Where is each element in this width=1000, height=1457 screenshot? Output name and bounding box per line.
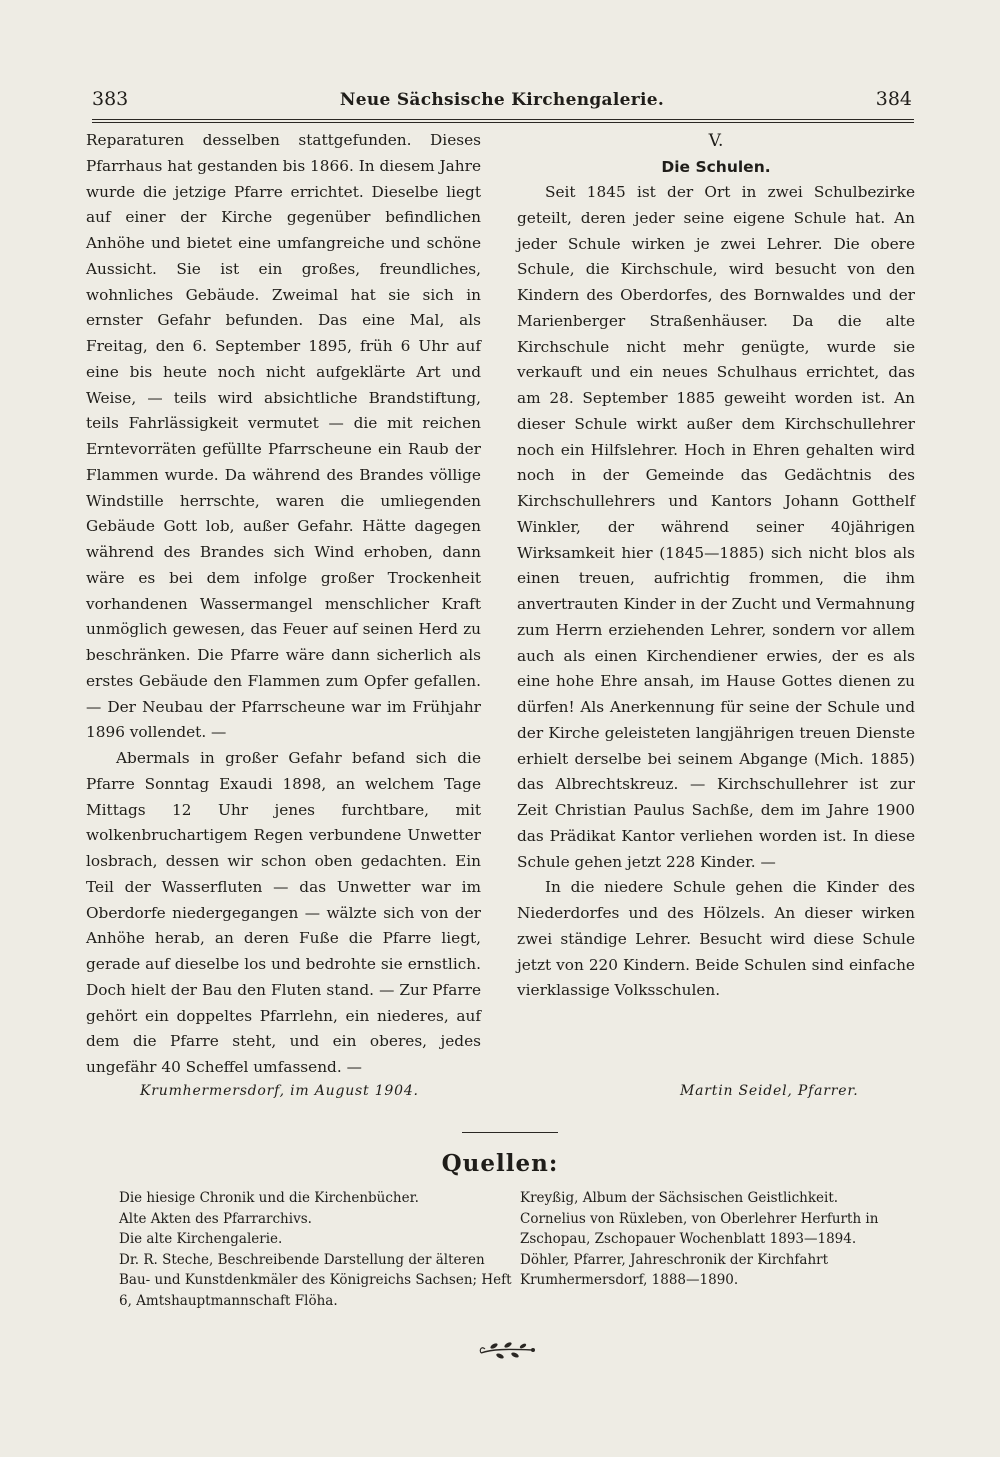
source-item: Döhler, Pfarrer, Jahreschronik der Kirchfahrt Krumhermersdorf, 1888—1890. bbox=[520, 1251, 829, 1288]
page-number-right: 384 bbox=[875, 88, 912, 110]
place-date-signature: Krumhermersdorf, im August 1904. bbox=[140, 1083, 419, 1099]
right-column bbox=[517, 128, 915, 1004]
source-item: Die hiesige Chronik und die Kirchenbücher. bbox=[119, 1190, 419, 1206]
header-rule-thin bbox=[92, 122, 914, 123]
author-signature: Martin Seidel, Pfarrer. bbox=[680, 1083, 859, 1099]
page-number-left: 383 bbox=[92, 88, 129, 110]
sources-list-left bbox=[119, 1188, 519, 1311]
sources-title: Quellen: bbox=[441, 1150, 559, 1177]
left-column bbox=[86, 128, 481, 1081]
source-item: Cornelius von Rüxleben, von Oberlehrer Herfurth in Zschopau, Zschopauer Wochenblatt 1893—1894. bbox=[520, 1210, 879, 1247]
source-item: Dr. R. Steche, Beschreibende Darstellung der älteren Bau- und Kunstdenkmäler des Königreichs Sachsen; Heft 6, Amtshauptmannschaft Flöha. bbox=[119, 1251, 512, 1309]
section-title: Die Schulen. bbox=[661, 158, 771, 176]
header-rule bbox=[92, 119, 914, 120]
source-item: Kreyßig, Album der Sächsischen Geistlichkeit. bbox=[520, 1190, 839, 1206]
sources-rule bbox=[462, 1132, 558, 1133]
right-paragraph-1: Seit 1845 ist der Ort in zwei Schulbezirke geteilt, deren jeder seine eigene Schule hat. An jeder Schule wirken je zwei Lehrer. Die obere Schule, die Kirchschule, wird besucht von den Kindern des Oberdorfes, des Bornwaldes und der Marienberger Straßenhäuser. Da die alte Kirchschule nicht mehr genügte, wurde sie verkauft und ein neues Schulhaus errichtet, das am 28. September 1885 geweiht worden ist. An dieser Schule wirkt außer dem Kirchschullehrer noch ein Hilfslehrer. Hoch in Ehren gehalten wird noch in der Gemeinde das Gedächtnis des Kirchschullehrers und Kantors Johann Gotthelf Winkler, der während seiner 40jährigen Wirksamkeit hier (1845—1885) sich nicht blos als einen treuen, aufrichtig frommen, die ihm anvertrauten Kinder in der Zucht und Vermahnung zum Herrn erziehenden Lehrer, sondern vor allem auch als einen Kirchendiener erwies, der es als eine hohe Ehre ansah, im Hause Gottes dienen zu dürfen! Als Anerkennung für seine der Schule und der Kirche geleisteten langjährigen treuen Dienste erhielt derselbe bei seinem Abgange (Mich. 1885) das Albrechtskreuz. — Kirchschullehrer ist zur Zeit Christian Paulus Sachße, dem im Jahre 1900 das Prädikat Kantor verliehen worden ist. In diese Schule gehen jetzt 228 Kinder. — bbox=[517, 183, 915, 871]
right-paragraph-2: In die niedere Schule gehen die Kinder des Niederdorfes und des Hölzels. An dieser wirken zwei ständige Lehrer. Besucht wird diese Schule jetzt von 220 Kindern. Beide Schulen sind einfache vierklassige Volksschulen. bbox=[517, 878, 915, 1000]
page-header bbox=[92, 88, 912, 118]
source-item: Alte Akten des Pfarrarchivs. bbox=[119, 1210, 312, 1227]
running-title: Neue Sächsische Kirchengalerie. bbox=[339, 90, 665, 110]
source-item: Die alte Kirchengalerie. bbox=[119, 1231, 283, 1247]
section-number: V. bbox=[708, 131, 724, 151]
ornament-sprig-icon bbox=[478, 1337, 536, 1367]
sources-list-right bbox=[520, 1188, 920, 1291]
left-paragraph-2: Abermals in großer Gefahr befand sich die Pfarre Sonntag Exaudi 1898, an welchem Tage Mittags 12 Uhr jenes furchtbare, mit wolkenbruchartigem Regen verbundene Unwetter losbrach, dessen wir schon oben gedachten. Ein Teil der Wasserfluten — das Unwetter war im Oberdorfe niedergegangen — wälzte sich von der Anhöhe herab, an deren Fuße die Pfarre liegt, gerade auf dieselbe los und bedrohte sie ernstlich. Doch hielt der Bau den Fluten stand. — Zur Pfarre gehört ein doppeltes Pfarrlehn, ein niederes, auf dem die Pfarre steht, und ein oberes, jedes ungefähr 40 Scheffel umfassend. — bbox=[86, 749, 481, 1076]
left-paragraph-1: Reparaturen desselben stattgefunden. Dieses Pfarrhaus hat gestanden bis 1866. In diesem Jahre wurde die jetzige Pfarre errichtet. Dieselbe liegt auf einer der Kirche gegenüber befindlichen Anhöhe und bietet eine umfangreiche und schöne Aussicht. Sie ist ein großes, freundliches, wohnliches Gebäude. Zweimal hat sie sich in ernster Gefahr befunden. Das eine Mal, als Freitag, den 6. September 1895, früh 6 Uhr auf eine bis heute noch nicht aufgeklärte Art und Weise, — teils wird absichtliche Brandstiftung, teils Fahrlässigkeit vermutet — die mit reichen Erntevorräten gefüllte Pfarrscheune ein Raub der Flammen wurde. Da während des Brandes völlige Windstille herrschte, waren die umliegenden Gebäude Gott lob, außer Gefahr. Hätte dagegen während des Brandes sich Wind erhoben, dann wäre es bei dem infolge großer Trockenheit vorhandenen Wassermangel menschlicher Kraft unmöglich gewesen, das Feuer auf seinen Herd zu beschränken. Die Pfarre wäre dann sicherlich als erstes Gebäude den Flammen zum Opfer gefallen. — Der Neubau der Pfarrscheune war im Frühjahr 1896 vollendet. — bbox=[86, 131, 481, 742]
